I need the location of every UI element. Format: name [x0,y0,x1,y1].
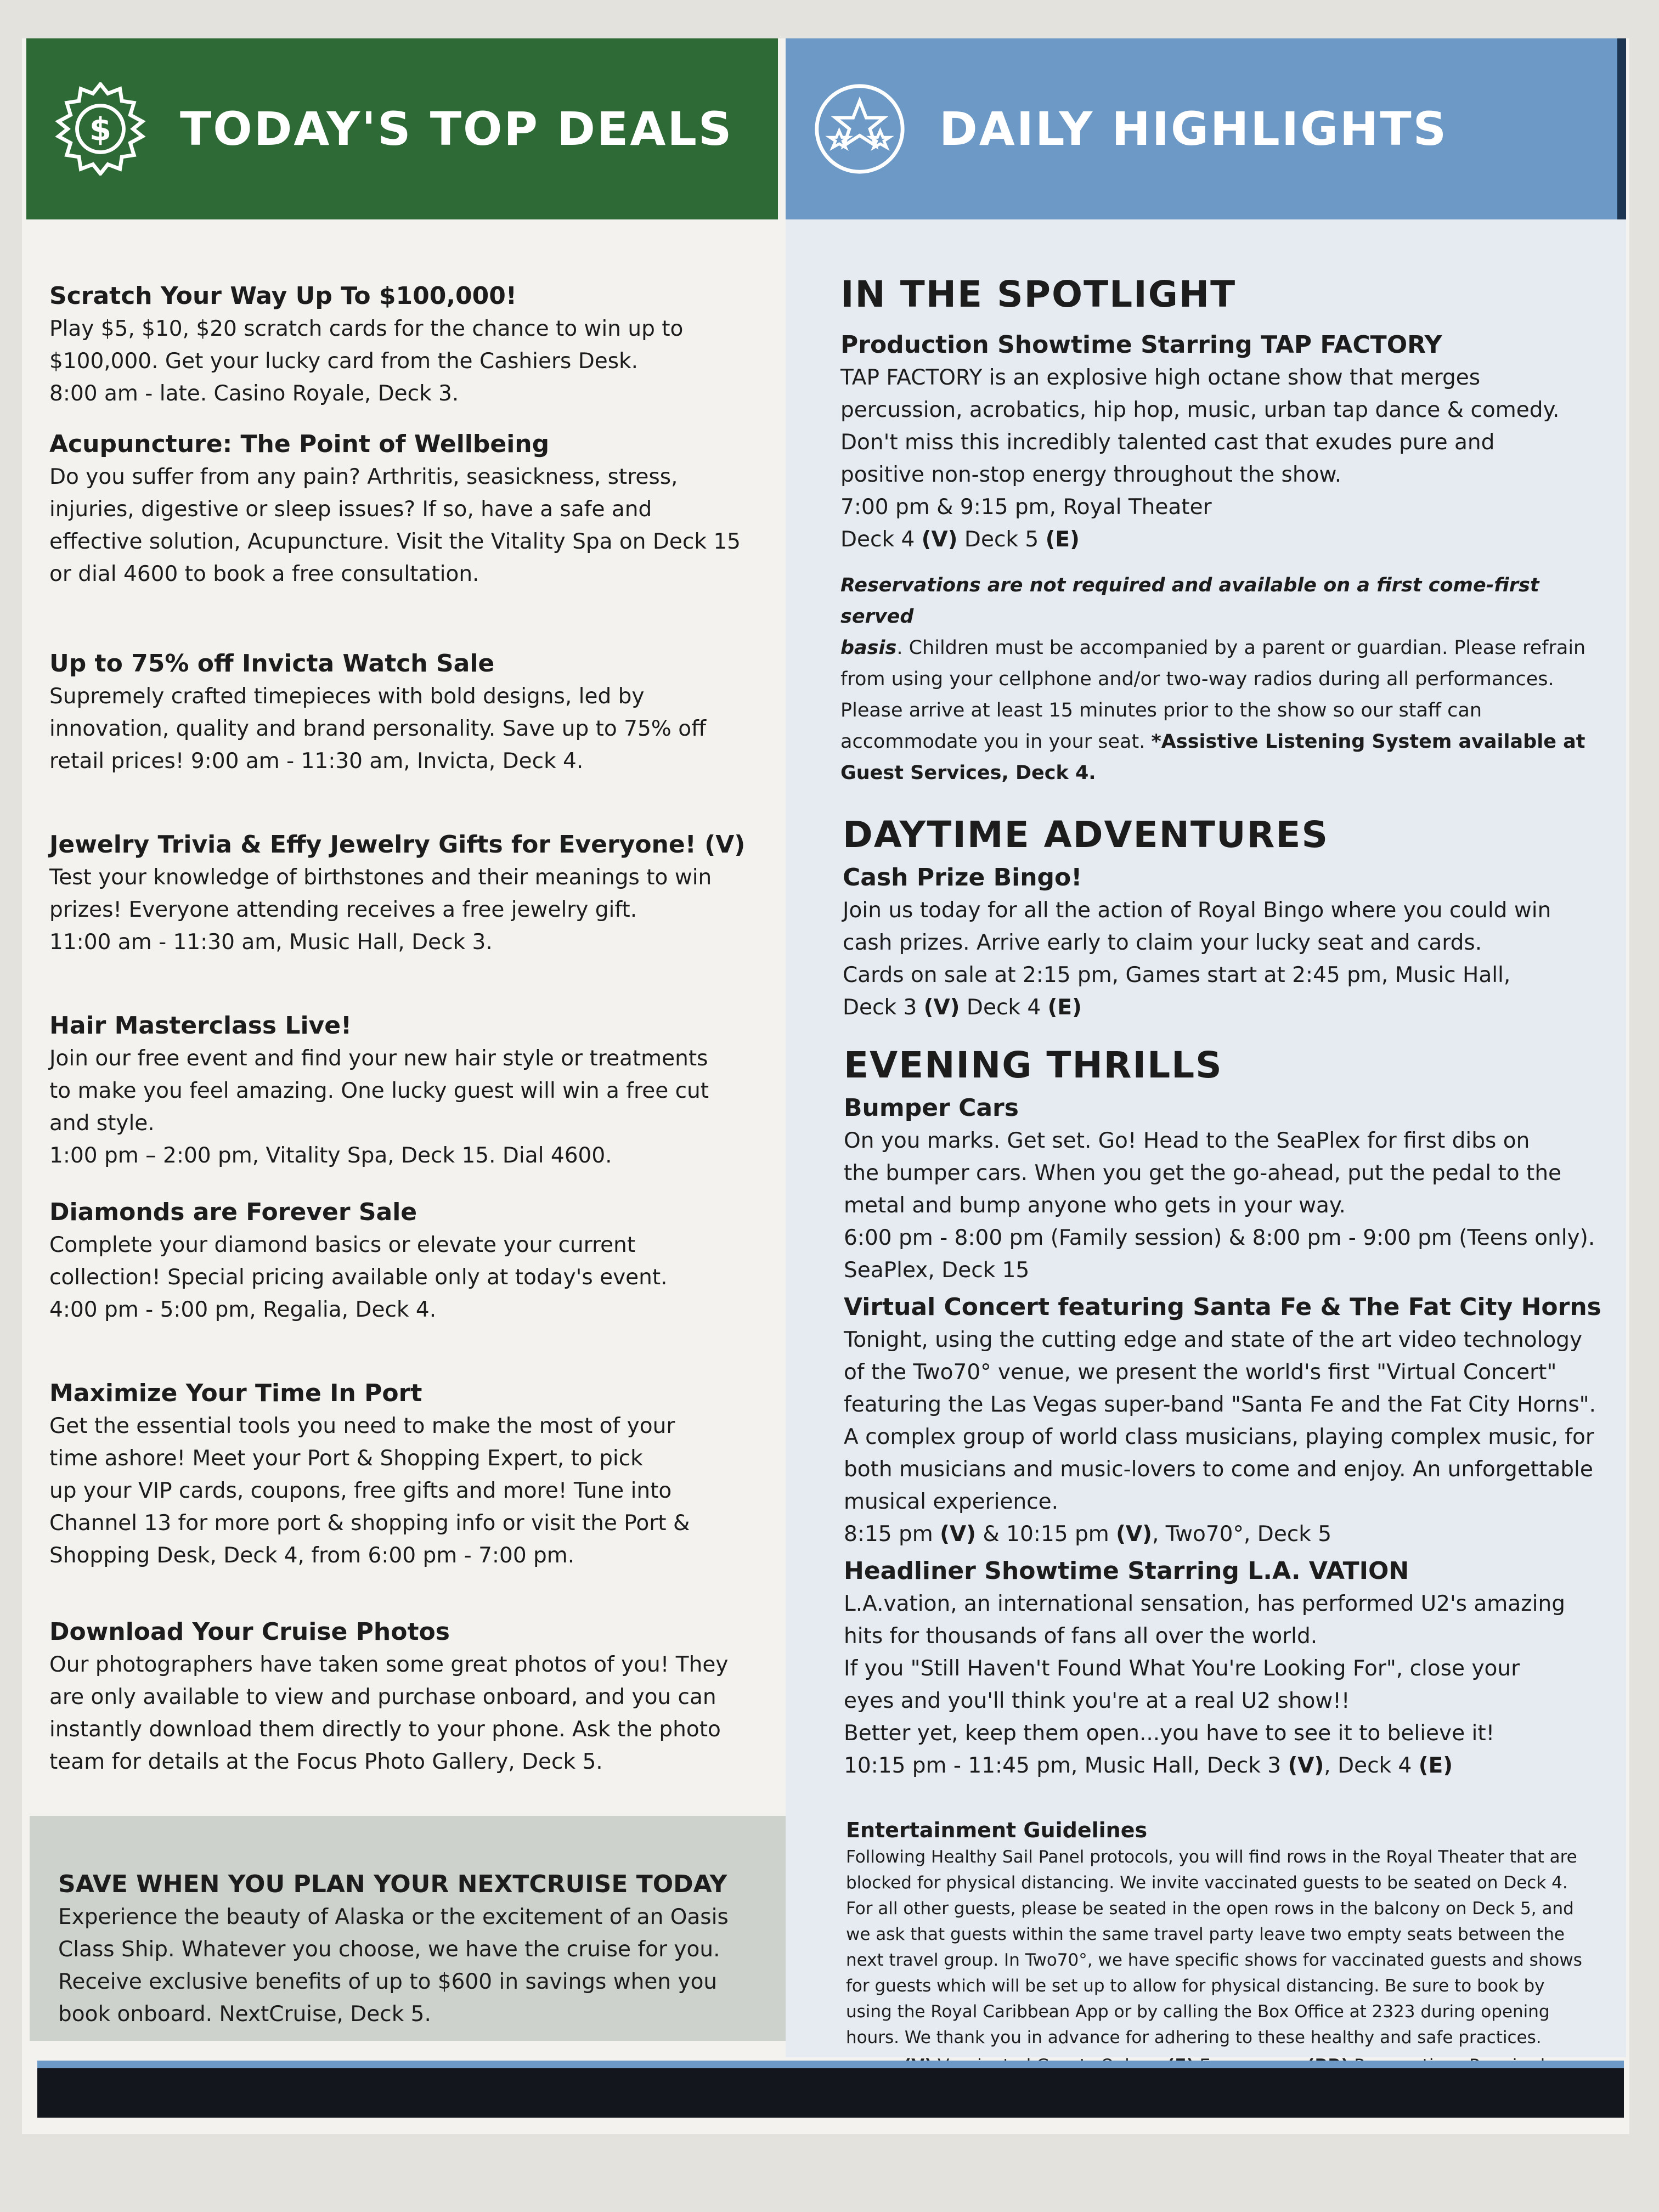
evening-section [844,1042,1604,1782]
deal-item [49,1616,756,1778]
deal-item [49,1009,756,1172]
promo-description: Experience the beauty of Alaska or the excitement of an Oasis Class Ship. Whatever you choose, we have the cruise for you. Receive exclusive benefits of up to $600 in savings when you book onboard. NextCruise, Deck 5. [58,1905,729,2027]
daily-highlights-title: DAILY HIGHLIGHTS [939,102,1448,156]
guidelines-text: Following Healthy Sail Panel protocols, you will find rows in the Royal Theater that are blocked for physical distancing. We invite vaccinated guests to be seated on Deck 4. For all other guests, please be seated in the open rows in the balcony on Deck 5, and we ask that guests within the same travel party leave two empty seats between the next travel group. In Two70°, we have specific shows for vaccinated guests and shows for guests which will be set up to allow for physical distancing. Be sure to book by using the Royal Caribbean App or by calling the Box Office at 2323 during opening hours. We thank you in advance for adhering to these healthy and safe practices. [846,1847,1582,2047]
deal-title: Jewelry Trivia & Effy Jewelry Gifts for Everyone! (V) [49,831,746,859]
daily-highlights-column [786,219,1626,2057]
entertainment-guidelines [846,1816,1610,2079]
deal-description: Do you suffer from any pain? Arthritis, seasickness, stress, injuries, digestive or sleep issues? If so, have a safe and effective solution, Acupuncture. Visit the Vitality Spa on Deck 15 or dial 4600 to book a free consultation. [49,465,741,586]
daily-highlights-header [786,38,1626,219]
deal-item [49,428,756,590]
nextcruise-promo-box [30,1816,787,2041]
promo-title: SAVE WHEN YOU PLAN YOUR NEXTCRUISE TODAY [58,1870,727,1898]
event-description: Join us today for all the action of Royal Bingo where you could win cash prizes. Arrive early to claim your lucky seat and cards. Cards on sale at 2:15 pm, Games start at 2:45 pm, Music Hall, Deck 3 (V) Deck 4 (E) [843,898,1551,1020]
deal-title: Diamonds are Forever Sale [49,1198,417,1226]
daily-planner-page [22,38,1629,2134]
section-heading: IN THE SPOTLIGHT [840,273,1237,315]
dollar-badge-icon [54,82,147,176]
section-heading: DAYTIME ADVENTURES [843,814,1329,856]
daytime-section [843,812,1604,1024]
deal-title: Up to 75% off Invicta Watch Sale [49,650,495,678]
event-title: Headliner Showtime Starring L.A. VATION [844,1557,1409,1585]
section-heading: EVENING THRILLS [844,1044,1223,1086]
event-description: TAP FACTORY is an explosive high octane show that merges percussion, acrobatics, hip hop, music, urban tap dance & comedy. Don't miss this incredibly talented cast that exudes pure and positive non-stop energy throughout the show. 7:00 pm & 9:15 pm, Royal Theater Deck 4 (V) Deck 5 (E) [840,365,1560,552]
header-edge-strip [1617,38,1626,219]
deal-title: Hair Masterclass Live! [49,1012,352,1040]
top-deals-column [26,219,778,1827]
deal-description: Join our free event and find your new hair style or treatments to make you feel amazing. One lucky guest will win a free cut and style. 1:00 pm – 2:00 pm, Vitality Spa, Deck 15. Dial 4600. [49,1046,709,1168]
deal-description: Our photographers have taken some great photos of you! They are only available to view and purchase onboard, and you can instantly download them directly to your phone. Ask the photo team for details at the Focus Photo Gallery, Deck 5. [49,1652,729,1774]
deal-description: Complete your diamond basics or elevate your current collection! Special pricing available only at today's event. 4:00 pm - 5:00 pm, Regalia, Deck 4. [49,1233,668,1322]
deal-description: Get the essential tools you need to make the most of your time ashore! Meet your Port & Shopping Expert, to pick up your VIP cards, coupons, free gifts and more! Tune into Channel 13 for more port & shopping info or visit the Port & Shopping Desk, Deck 4, from 6:00 pm - 7:00 pm. [49,1414,690,1568]
stars-circle-icon [813,82,906,176]
deal-description: Supremely crafted timepieces with bold designs, led by innovation, quality and brand personality. Save up to 75% off retail prices! 9:00 am - 11:30 am, Invicta, Deck 4. [49,684,706,774]
event-description: Tonight, using the cutting edge and state of the art video technology of the Two70° venue, we present the world's first "Virtual Concert" featuring the Las Vegas super-band "Santa Fe and the Fat City Horns". A complex group of world class musicians, playing complex music, for both musicians and music-lovers to come and enjoy. An unforgettable musical experience. 8:15 pm (V) & 10:15 pm (V), Two70°, Deck 5 [844,1328,1596,1547]
deal-item [49,647,756,777]
deal-item [49,1196,756,1326]
guidelines-title: Entertainment Guidelines [846,1818,1148,1842]
svg-text:$: $ [89,110,112,148]
deal-item [49,1377,756,1572]
event-title: Production Showtime Starring TAP FACTORY [840,331,1442,359]
event-title: Cash Prize Bingo! [843,864,1082,891]
footer-accent-line [37,2061,1624,2068]
spotlight-section [840,272,1604,789]
deal-item [49,828,756,958]
deal-description: Test your knowledge of birthstones and their meanings to win prizes! Everyone attending receives a free jewelry gift. 11:00 am - 11:30 am, Music Hall, Deck 3. [49,865,712,955]
event-description: On you marks. Get set. Go! Head to the SeaPlex for first dibs on the bumper cars. When you get the go-ahead, put the pedal to the metal and bump anyone who gets in your way. 6:00 pm - 8:00 pm (Family session) & 8:00 pm - 9:00 pm (Teens only). SeaPlex, Deck 15 [844,1128,1595,1283]
deal-title: Download Your Cruise Photos [49,1618,450,1646]
event-description: L.A.vation, an international sensation, has performed U2's amazing hits for thousands of fans all over the world. If you "Still Haven't Found What You're Looking For", close your eyes and you'll think you're at a real U2 show!! Better yet, keep them open...you have to see it to believe it! 10:15 pm - 11:45 pm, Music Hall, Deck 3 (V), Deck 4 (E) [844,1592,1565,1778]
event-title: Bumper Cars [844,1094,1019,1122]
top-deals-title: TODAY'S TOP DEALS [180,102,733,156]
top-deals-header [26,38,778,219]
deal-title: Acupuncture: The Point of Wellbeing [49,430,550,458]
footer-bar [37,2068,1624,2118]
deal-item [49,280,756,410]
deal-title: Maximize Your Time In Port [49,1379,422,1407]
event-title: Virtual Concert featuring Santa Fe & The Fat City Horns [844,1293,1601,1321]
reservation-notice: Reservations are not required and available on a first come-first served basis. Children must be accompanied by a parent or guardian. Please refrain from using your cellphone and/or two-way radios during all performances. Please arrive at least 15 minutes prior to the show so our staff can accommodate you in your seat. *Assistive Listening System available at Guest Services, Deck 4. [840,574,1586,784]
deal-description: Play $5, $10, $20 scratch cards for the chance to win up to $100,000. Get your lucky card from the Cashiers Desk. 8:00 am - late. Casino Royale, Deck 3. [49,317,684,406]
deal-title: Scratch Your Way Up To $100,000! [49,282,517,310]
